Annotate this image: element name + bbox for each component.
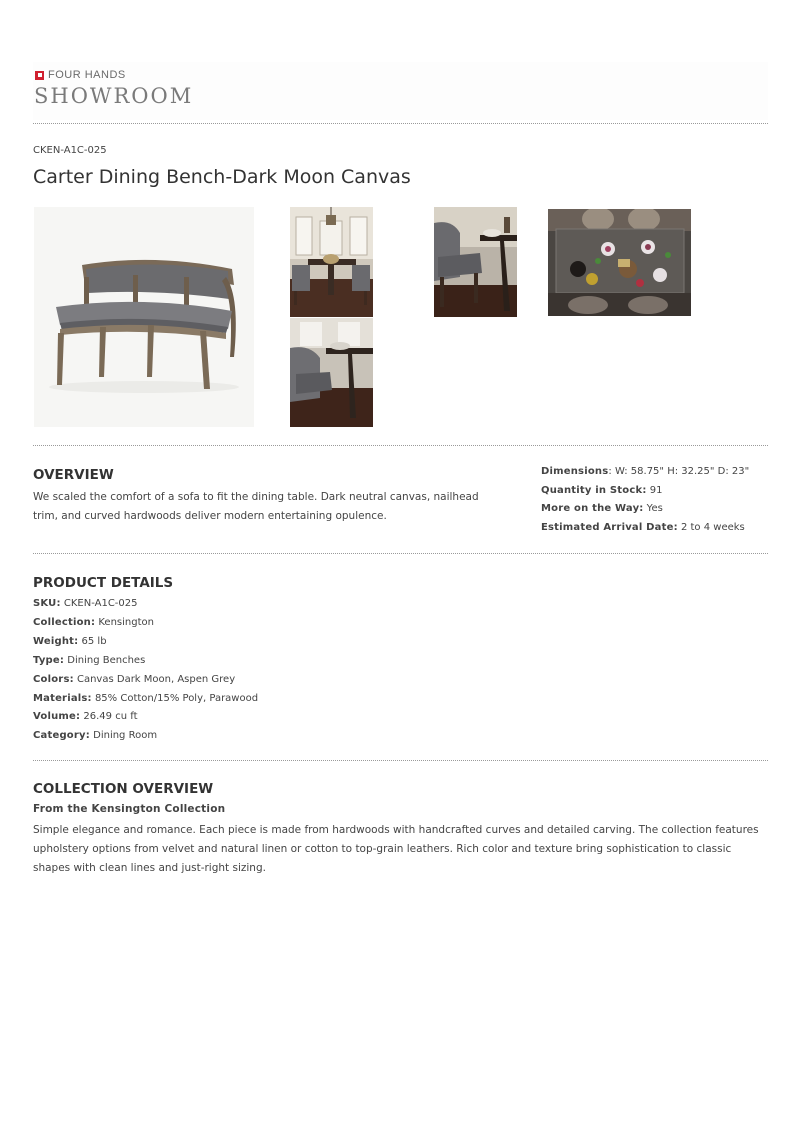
product-details-heading: PRODUCT DETAILS: [33, 575, 174, 591]
images-divider: [33, 445, 768, 446]
details-divider: [33, 760, 768, 761]
collection-overview-heading: COLLECTION OVERVIEW: [33, 781, 214, 797]
brand-name: FOUR HANDS: [48, 69, 126, 81]
collection-subheading: From the Kensington Collection: [33, 803, 226, 815]
detail-row: SKU: CKEN-A1C-025: [33, 598, 138, 609]
bench-detail-photo: [434, 207, 517, 317]
brand-logo: [35, 69, 126, 81]
dining-room-photo-2: [290, 318, 373, 427]
header-divider: [33, 123, 768, 124]
overview-text: We scaled the comfort of a sofa to fit the dining table. Dark neutral canvas, nailhead trim, and curved hardwoods deliver modern entertaining opulence.: [33, 491, 479, 522]
detail-row: Category: Dining Room: [33, 730, 158, 742]
spec-more-on-way: More on the Way: Yes: [541, 503, 663, 515]
product-details-list: [33, 595, 433, 746]
bench-main-photo: [34, 207, 254, 427]
detail-row: Weight: 65 lb: [33, 635, 107, 647]
spec-dimensions: Dimensions: W: 58.75" H: 32.25" D: 23": [541, 466, 750, 477]
collection-text: Simple elegance and romance. Each piece is made from hardwoods with handcrafted curves and detailed carving. The collection features upholstery options from velvet and natural linen or cotton to top-grain leathers. Rich color and texture bring sophistication to classic shapes with clean lines and just-right sizing.: [33, 824, 759, 874]
spec-arrival-date: Estimated Arrival Date: 2 to 4 weeks: [541, 522, 745, 534]
product-title: Carter Dining Bench-Dark Moon Canvas: [33, 166, 411, 188]
detail-row: Collection: Kensington: [33, 616, 154, 628]
showroom-title: SHOWROOM: [34, 84, 194, 108]
detail-row: Colors: Canvas Dark Moon, Aspen Grey: [33, 673, 236, 685]
page-header: [33, 62, 768, 120]
brand-square-icon: [35, 71, 44, 80]
table-top-photo: [548, 209, 691, 316]
detail-row: Materials: 85% Cotton/15% Poly, Parawood: [33, 692, 259, 704]
dining-room-photo-1: [290, 207, 373, 317]
spec-quantity: Quantity in Stock: 91: [541, 484, 663, 496]
overview-heading: OVERVIEW: [33, 467, 114, 483]
detail-row: Volume: 26.49 cu ft: [33, 711, 138, 723]
overview-divider: [33, 553, 768, 554]
product-sku: CKEN-A1C-025: [33, 145, 107, 156]
spec-list: [541, 463, 766, 538]
detail-row: Type: Dining Benches: [33, 654, 146, 666]
